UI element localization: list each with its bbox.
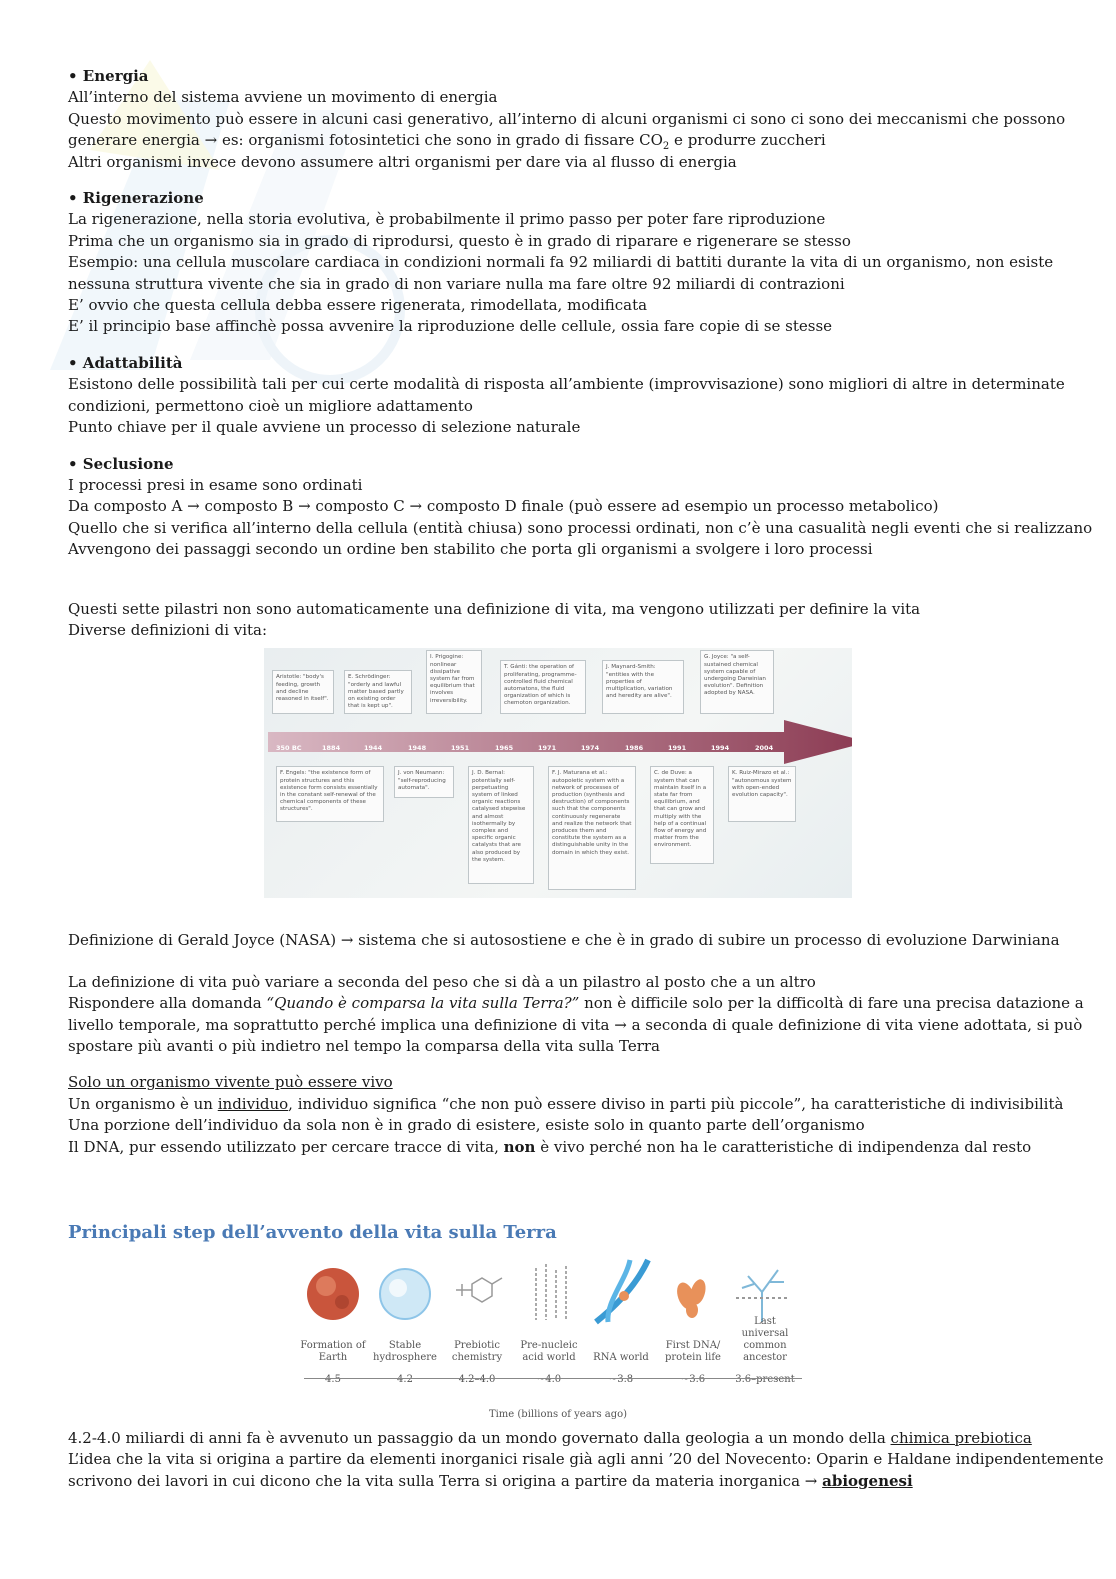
page-content [68,66,1104,1492]
section-energia [68,66,1066,173]
text-fragment: scrivono dei lavori in cui dicono che la vita sulla Terra si origina a partire da materia inorganica → [68,1471,823,1490]
text-line: L’idea che la vita si origina a partire da elementi inorganici risale già agli anni ’20 del Novecento: Oparin e Haldane indipendentemente [68,1450,1104,1469]
step-formation-of-earth [298,1256,368,1386]
underlined-statement: Solo un organismo vivente può essere vivo [68,1073,393,1092]
text-line: Quello che si verifica all’interno della cellula (entità chiusa) sono processi ordinati, non c’è una casualità negli eventi che si realizzano [68,518,1093,537]
step-label: Last universal common ancestor [741,1316,789,1363]
underlined-term: chimica prebiotica [890,1429,1032,1447]
text-fragment: Rispondere alla domanda [68,994,267,1013]
text-line: La rigenerazione, nella storia evolutiva, è probabilmente il primo passo per poter fare riproduzione [68,210,826,229]
text-line: Avvengono dei passaggi secondo un ordine ben stabilito che porta gli organismi a svolgere i loro processi [68,540,873,559]
timeline-year: 1974 [581,744,600,753]
text-fragment: 4.2-4.0 miliardi di anni fa è avvenuto un passaggio da un mondo governato dalla geologia a un mondo della [68,1429,891,1447]
definition-paragraph [68,972,1084,1058]
timeline-year: 1986 [625,744,644,753]
text-line: La definizione di vita può variare a seconda del peso che si dà a un pilastro al posto che a un altro [68,972,816,991]
section-seclusione [68,454,1093,561]
text-line: Questo movimento può essere in alcuni casi generativo, all’interno di alcuni organismi ci sono ci sono dei meccanismi che possono [68,109,1066,128]
text-line [68,1137,1048,1158]
timeline-definition-box: K. Ruiz-Mirazo et al.: "autonomous system with open-ended evolution capacity". [728,766,796,822]
underlined-term: individuo [217,1094,289,1113]
text-fragment: Un organismo è un [68,1094,218,1113]
timeline-definition-box: T. Gánti: the operation of proliferating, programme-controlled fluid chemical automatons, the fluid organization of which is chemoton organization. [500,660,586,714]
text-line: Esistono delle possibilità tali per cui certe modalità di risposta all’ambiente (improvvisazione) sono migliori di altre in determinate [68,375,1065,394]
water-planet-icon [370,1256,440,1326]
text-line-co2 [68,130,1048,151]
step-first-dna-protein-life [658,1256,728,1386]
section-title: • Rigenerazione [68,189,204,208]
text-line: E’ ovvio che questa cellula debba essere rigenerata, rimodellata, modificata [68,296,648,315]
text-line: Esempio: una cellula muscolare cardiaca in condizioni normali fa 92 miliardi di battiti durante la vita di un organismo, non esiste [68,253,1054,272]
step-stable-hydrosphere [370,1256,440,1386]
text-line: Una porzione dell’individuo da sola non è in grado di esistere, esiste solo in quanto parte dell’organismo [68,1116,865,1135]
subscript: 2 [662,141,670,153]
timeline-year: 2004 [755,744,774,753]
timeline-year: 1971 [538,744,557,753]
timeline-definition-box: C. de Duve: a system that can maintain itself in a state far from equilibrium, and that can grow and multiply with the help of a continual flow of energy and matter from the environment. [650,766,714,864]
timeline-year: 1951 [451,744,470,753]
final-paragraph [68,1428,1104,1492]
timeline-year: 1944 [364,744,383,753]
timeline-year: 1994 [711,744,730,753]
text-line: Prima che un organismo sia in grado di riprodursi, questo è in grado di riparare e rigenerare se stesso [68,231,851,250]
step-value: ~3.8 [608,1374,634,1385]
timeline-definition-box: J. von Neumann: "self-reproducing automata". [394,766,454,798]
timeline-definition-box: G. Joyce: "a self-sustained chemical system capable of undergoing Darwinian evolution". Definition adopted by NASA. [700,650,774,714]
text-fragment: non è difficile solo per la difficoltà di fare una precisa datazione a [579,994,1084,1013]
step-value: ~4.0 [536,1374,562,1385]
text-line: Da composto A → composto B → composto C → composto D finale (può essere ad esempio un processo metabolico) [68,497,939,516]
steps-section-title: Principali step dell’avvento della vita sulla Terra [68,1222,557,1243]
text-fragment: Il DNA, pur essendo utilizzato per cercare tracce di vita, [68,1137,504,1156]
step-value: 4.5 [325,1374,341,1385]
step-label: RNA world [593,1352,649,1363]
bold-term: non [503,1137,536,1156]
step-value: 4.2–4.0 [458,1374,496,1385]
definitions-timeline-figure [264,648,852,898]
text-line: condizioni, permettono cioè un migliore adattamento [68,396,473,415]
timeline-year: 350 BC [276,744,302,753]
step-label: Pre-nucleic acid world [520,1340,578,1363]
section-adattabilita [68,353,1065,439]
earth-icon [298,1256,368,1326]
text-line [68,1094,1064,1115]
step-rna-world [586,1256,656,1386]
section-title: • Adattabilità [68,353,183,372]
text-fragment: generare energia → es: organismi fotosintetici che sono in grado di fissare CO [68,131,663,150]
text-line [68,1471,1048,1492]
step-value: ~3.6 [680,1374,706,1385]
rna-helix-icon [586,1256,656,1326]
section-title: • Energia [68,67,149,85]
intro-line: Questi sette pilastri non sono automaticamente una definizione di vita, ma vengono utilizzati per definire la vita [68,599,921,618]
text-line [68,993,1084,1014]
step-prebiotic-chemistry [442,1256,512,1386]
text-line: Altri organismi invece devono assumere altri organismi per dare via al flusso di energia [68,152,737,171]
timeline-definition-box: J. Maynard-Smith: "entities with the properties of multiplication, variation and heredity are alive". [602,660,684,714]
quoted-question: “Quando è comparsa la vita sulla Terra?” [266,994,580,1013]
text-fragment: , individuo significa “che non può essere diviso in parti più piccole”, ha caratteristiche di indivisibilità [288,1094,1064,1113]
text-fragment: è vivo perché non ha le caratteristiche di indipendenza dal resto [535,1137,1032,1156]
intro-line: Diverse definizioni di vita: [68,620,268,639]
organism-paragraph [68,1072,1064,1158]
time-axis-caption: Time (billions of years ago) [488,1409,628,1420]
timeline-definition-box: E. Schrödinger: "orderly and lawful matter based partly on existing order that is kept up". [344,670,412,714]
text-line [68,1428,1048,1449]
timeline-year: 1884 [322,744,341,753]
step-label: First DNA/ protein life [665,1340,721,1363]
time-axis-line [304,1378,802,1379]
section-title: • Seclusione [68,454,174,473]
text-line: livello temporale, ma soprattutto perché implica una definizione di vita → a seconda di quale definizione di vita viene adottata, si può [68,1015,1083,1034]
step-label: Prebiotic chemistry [451,1340,503,1363]
timeline-definition-box: I. Prigogine: nonlinear dissipative system far from equilibrium that involves irreversibility. [426,650,482,714]
joyce-definition: Definizione di Gerald Joyce (NASA) → sistema che si autosostiene e che è in grado di subire un processo di evoluzione Darwiniana [68,931,1060,950]
timeline-year: 1948 [408,744,427,753]
nucleic-chains-icon [514,1256,584,1326]
text-line: All’interno del sistema avviene un movimento di energia [68,88,498,107]
step-pre-nucleic-acid-world [514,1256,584,1386]
timeline-definition-box: J. D. Bernal: potentially self-perpetuating system of linked organic reactions catalysed stepwise and almost isothermally by complex and specific organic catalysts that are also produced by the system. [468,766,534,884]
text-line: E’ il principio base affinchè possa avvenire la riproduzione delle cellule, ossia fare copie di se stesse [68,317,833,336]
step-label: Formation of Earth [300,1340,366,1363]
text-line: spostare più avanti o più indietro nel tempo la comparsa della vita sulla Terra [68,1036,660,1055]
protein-cells-icon [658,1256,728,1326]
text-line: I processi presi in esame sono ordinati [68,475,363,494]
text-line: Punto chiave per il quale avviene un processo di selezione naturale [68,418,581,437]
molecule-icon [442,1256,512,1326]
text-line: nessuna struttura vivente che sia in grado di non variare nulla ma fare oltre 92 miliardi di contrazioni [68,274,845,293]
text-fragment: e produrre zuccheri [669,131,826,150]
timeline-year: 1991 [668,744,687,753]
timeline-definition-box: Aristotle: "body's feeding, growth and decline reasoned in itself". [272,670,334,714]
timeline-year: 1965 [495,744,514,753]
timeline-definition-box: F. J. Maturana et al.: autopoietic system with a network of processes of production (synthesis and destruction) of components such that the components continuously regenerate and realize the network that produces them and constitute the system as a distinguishable unity in the domain in which they exist. [548,766,636,890]
step-value: 3.6–present [735,1374,795,1385]
bold-underlined-term: abiogenesi [822,1471,913,1490]
life-steps-figure [298,1256,818,1420]
step-label: Stable hydrosphere [373,1340,437,1363]
section-rigenerazione [68,188,1054,338]
step-last-universal-common-ancestor [730,1256,800,1386]
timeline-definition-box: F. Engels: "the existence form of protein structures and this existence form consists essentially in the constant self-renewal of the chemical components of these structures". [276,766,384,822]
step-value: 4.2 [397,1374,413,1385]
